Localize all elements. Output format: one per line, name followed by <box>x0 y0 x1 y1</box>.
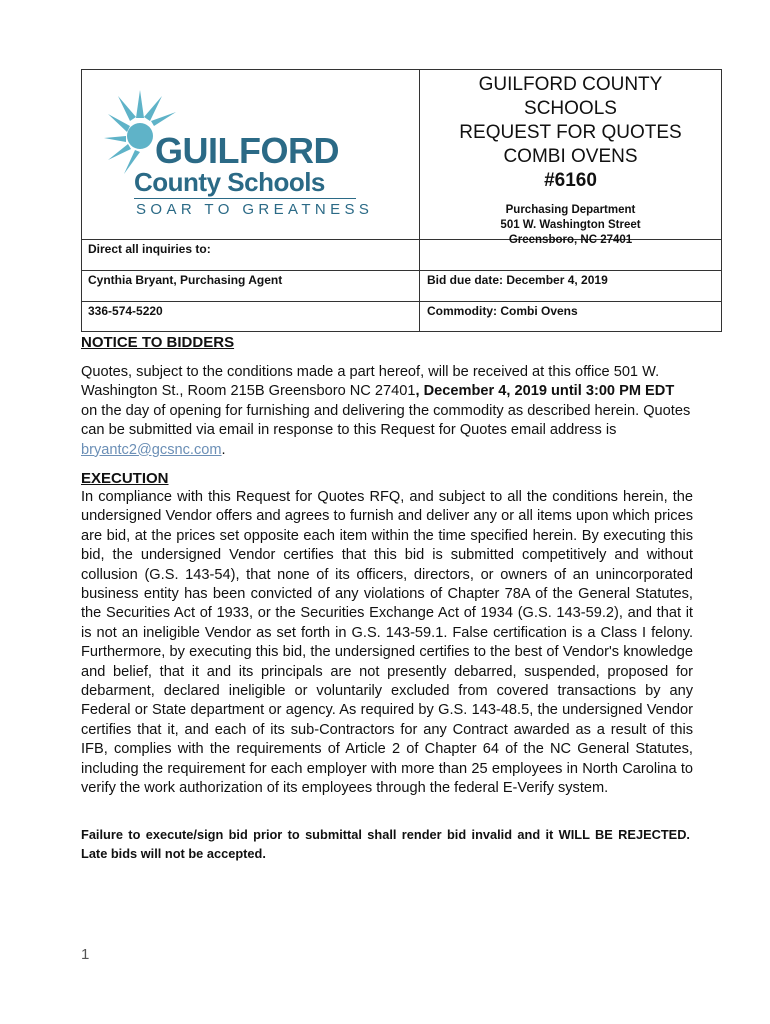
rfq-number: #6160 <box>544 170 597 191</box>
title-line: SCHOOLS <box>524 98 617 119</box>
logo-wordmark-line1: GUILFORD <box>155 130 339 171</box>
table-divider-row3 <box>82 301 721 302</box>
page-number: 1 <box>81 946 90 963</box>
district-logo <box>104 88 374 218</box>
title-line: COMBI OVENS <box>503 146 638 167</box>
execution-heading: EXECUTION <box>81 470 169 487</box>
table-divider-row2 <box>82 270 721 271</box>
execution-warning: Failure to execute/sign bid prior to submittal shall render bid invalid and it WILL BE REJECTED. Late bids will not be accepted. <box>81 827 690 861</box>
bid-due-date: Bid due date: December 4, 2019 <box>427 273 608 287</box>
logo-tagline: SOAR TO GREATNESS <box>136 201 374 218</box>
notice-heading: NOTICE TO BIDDERS <box>81 334 235 351</box>
inquiries-label: Direct all inquiries to: <box>88 242 211 256</box>
department-city: Greensboro, NC 27401 <box>508 234 633 246</box>
title-line: GUILFORD COUNTY <box>478 74 663 95</box>
notice-paragraph <box>81 363 693 460</box>
document-title-block <box>420 70 721 248</box>
commodity: Commodity: Combi Ovens <box>427 304 578 318</box>
header-table <box>81 69 722 332</box>
department-name: Purchasing Department <box>505 204 636 216</box>
notice-text-a: Quotes, subject to the conditions made a part hereof, will be received at this office 501 W. Washington St., Room 215B Greensboro NC 27401 <box>81 364 660 400</box>
agent-phone: 336-574-5220 <box>88 304 163 318</box>
title-line: REQUEST FOR QUOTES <box>459 122 682 143</box>
logo-rule <box>134 198 356 199</box>
logo-wordmark-line2: County Schools <box>134 167 325 197</box>
email-link[interactable]: bryantc2@gcsnc.com <box>81 441 222 458</box>
notice-text-b: on the day of opening for furnishing and delivering the commodity as described herein. Quotes can be submitted via email in response to this Request for Quotes email address is <box>81 402 691 439</box>
department-street: 501 W. Washington Street <box>500 219 641 231</box>
agent-name: Cynthia Bryant, Purchasing Agent <box>88 273 283 287</box>
notice-deadline: , December 4, 2019 until 3:00 PM EDT <box>415 383 675 400</box>
notice-text-end: . <box>221 441 226 458</box>
execution-body: In compliance with this Request for Quotes RFQ, and subject to all the conditions herein, the undersigned Vendor offers and agrees to furnish and deliver any or all items upon which prices are bid, at the prices set opposite each item within the time specified herein. By executing this bid, the undersigned Vendor certifies that this bid is submitted competitively and without collusion (G.S. 143-54), that none of its officers, directors, or owners of an unincorporated business entity has been convicted of any violations of Chapter 78A of the General Statutes, the Securities Act of 1933, or the Securities Exchange Act of 1934 (G.S. 143-59.2), and that it is not an ineligible Vendor as set forth in G.S. 143-59.1. False certification is a Class I felony. Furthermore, by executing this bid, the undersigned certifies to the best of Vendor's knowledge and belief, that it and its principals are not presently debarred, suspended, proposed for debarment, declared ineligible or voluntarily excluded from covered transactions by any Federal or State department or agency. As required by G.S. 143-48.5, the undersigned Vendor certifies that it, and each of its sub-Contractors for any Contract awarded as a result of this IFB, complies with the requirements of Article 2 of Chapter 64 of the NC General Statutes, including the requirement for each employer with more than 25 employees in North Carolina to verify the work authorization of its employees through the federal E-Verify system. <box>81 489 693 797</box>
